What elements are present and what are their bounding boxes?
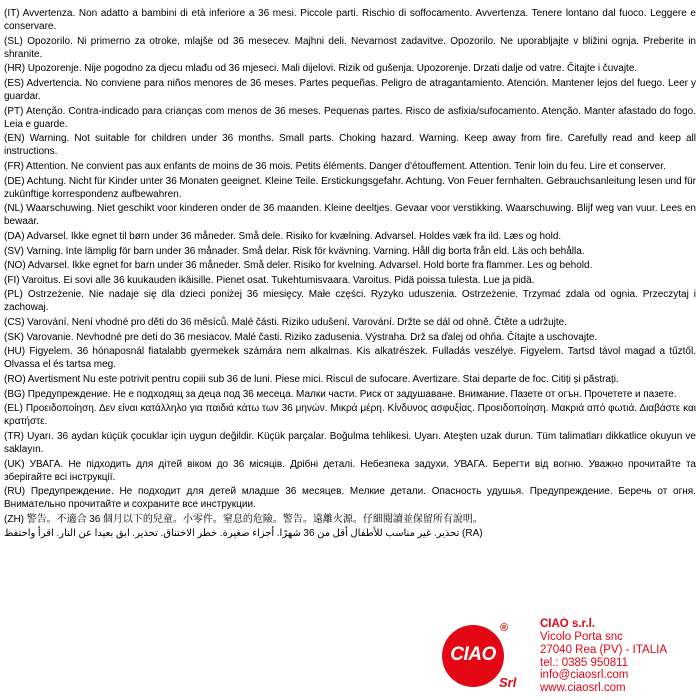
warning-text: Atenção. Contra-indicado para crianças com menos de 36 meses. Pequenas partes. Risco de asfixia/sufocamento. Atenção. Manter afastado do fogo. Leia e guarde. xyxy=(4,105,697,130)
language-code: (ES) xyxy=(4,77,24,89)
warning-text: Предупреждение. Не подходит для детей младше 36 месяцев. Мелкие детали. Опасность удушья. Предупреждение. Беречь от огня. Внимательно прочитайте и сохраните все инструкции. xyxy=(4,486,696,511)
warning-text: Προειδοποίηση. Δεν είναι κατάλληλο για παιδιά κάτω των 36 μηνών. Μικρά μέρη. Κίνδυνος ασφυξίας. Προειδοποίηση. Μακριά από φωτιά. Διαβάστε και κρατήστε. xyxy=(4,403,696,428)
language-code: (UK) xyxy=(4,458,25,470)
warning-paragraph xyxy=(4,513,696,526)
warning-text: Avvertenza. Non adatto a bambini di età inferiore a 36 mesi. Piccole parti. Rischio di soffocamento. Avvertenza. Tenere lontano dal fuoco. Leggere e conservare. xyxy=(4,8,696,33)
company-address-line: 27040 Rea (PV) - ITALIA xyxy=(540,643,667,656)
warning-text: Advarsel. Ikke egnet til børn under 36 måneder. Små dele. Risiko for kvælning. Advarsel. Holdes væk fra ild. Læs og hold. xyxy=(26,231,562,242)
warning-text: Avertisment Nu este potrivit pentru copiii sub 36 de luni. Piese mici. Riscul de sufocare. Avertizare. Stai departe de foc. Citiți și păstrați. xyxy=(27,373,619,385)
language-code: (EL) xyxy=(4,403,23,415)
warning-paragraph xyxy=(4,402,696,428)
warning-paragraph xyxy=(4,288,696,314)
warning-paragraph xyxy=(4,485,696,511)
warning-paragraph xyxy=(4,62,696,75)
warning-paragraph xyxy=(4,316,696,329)
language-code: (IT) xyxy=(4,8,20,19)
warning-paragraph xyxy=(4,132,696,158)
language-code: (HR) xyxy=(4,63,26,75)
warning-paragraph xyxy=(4,458,696,484)
language-code: (HU) xyxy=(4,346,26,358)
warning-text: Attention. Ne convient pas aux enfants de moins de 36 mois. Petits éléments. Danger d'étouffement. Attention. Tenir loin du feu. Lire et conserver. xyxy=(26,161,666,173)
language-code: (NL) xyxy=(4,203,24,215)
warning-text: Advertencia. No conviene para niños menores de 36 meses. Partes pequeñas. Peligro de atragantamiento. Atención. Mantener lejos del fuego. Leer y guardar. xyxy=(4,77,696,103)
language-code: (RU) xyxy=(4,486,26,498)
language-code: (SK) xyxy=(4,331,24,343)
warning-text: Varoitus. Ei sovi alle 36 kuukauden ikäisille. Pienet osat. Tukehtumisvaara. Varoitus. Pidä poissa tulesta. Lue ja pidä. xyxy=(22,274,535,286)
company-address-line: info@ciaosrl.com xyxy=(540,669,629,682)
ciao-logo-text: CIAO xyxy=(450,643,496,665)
language-code: (RA) xyxy=(462,528,483,540)
company-address-line: www.ciaosrl.com xyxy=(540,682,626,695)
warning-paragraph xyxy=(4,230,696,243)
language-code: (FI) xyxy=(4,274,20,286)
company-address-line: Vicolo Porta snc xyxy=(540,631,623,644)
warning-paragraph xyxy=(4,105,696,131)
language-code: (BG) xyxy=(4,388,26,400)
warning-text: Achtung. Nicht für Kinder unter 36 Monaten geeignet. Kleine Teile. Erstickungsgefahr. Achtung. Von Feuer fernhalten. Gebrauchsanleitung lesen und für zukünftige korrespondenz aufbewahren. xyxy=(4,175,696,200)
warning-text: Предупреждение. Не е подходящ за деца под 36 месеца. Малки части. Риск от задушаване. Внимание. Пазете от огън. Прочетете и пазете. xyxy=(27,388,677,400)
warning-text: 警告。不適合 36 個月以下的兒童。小零件。窒息的危險。警告。遠離火源。仔細閱讀並保留所有說明。 xyxy=(26,513,483,525)
company-info xyxy=(540,618,690,695)
company-address-line: tel.: 0385 950811 xyxy=(540,656,629,669)
registered-trademark-icon: ® xyxy=(500,621,509,634)
language-code: (TR) xyxy=(4,430,24,442)
language-code: (DA) xyxy=(4,231,25,242)
language-code: (FR) xyxy=(4,161,24,173)
warning-text: Advarsel. Ikke egnet for barn under 36 måneder. Små deler. Risiko for kvelning. Advarsel. Hold borte fra flammer. Les og behold. xyxy=(27,260,593,272)
ciao-logo-circle xyxy=(442,625,504,687)
language-code: (EN) xyxy=(4,133,25,145)
warning-text: تحذير. غير مناسب للأطفال أقل من 36 شهرًا. أجزاء صغيرة. خطر الاختناق. تحذير. ابق بعيدا عن النار. اقرأ واحتفظ xyxy=(4,528,460,540)
warning-paragraph xyxy=(4,7,696,33)
warning-paragraph xyxy=(4,77,696,103)
warning-paragraph xyxy=(4,331,696,344)
language-code: (DE) xyxy=(4,175,25,187)
warning-paragraph xyxy=(4,160,696,173)
language-code: (PT) xyxy=(4,105,24,117)
warning-text: Opozorilo. Ni primerno za otroke, mlajše od 36 mesecev. Majhni deli. Nevarnost zadavitve. Opozorilo. Ne uporabljajte v bližini ognja. Preberite in shranite. xyxy=(4,35,696,60)
warnings-list xyxy=(4,7,696,541)
warning-paragraph xyxy=(4,373,696,386)
warning-text: Figyelem. 36 hónaposnál fiatalabb gyermekek számára nem alkalmas. Kis alkatrészek. Fulladás veszélye. Figyelem. Tartsd távol magad a tűztől. Olvassa el és tartsa meg. xyxy=(4,346,696,371)
warning-text: Ostrzeżenie. Nie nadaje się dla dzieci poniżej 36 miesięcy. Małe części. Ryzyko uduszenia. Ostrzeżenie. Trzymać zdala od ognia. Przeczytaj i zachowaj. xyxy=(4,289,696,314)
warning-text: Warning. Not suitable for children under 36 months. Small parts. Choking hazard. Warning. Keep away from fire. Carefully read and keep all instructions. xyxy=(4,133,696,158)
warning-text: Varning. Inte lämplig för barn under 36 månader. Små delar. Risk för kvävning. Varning. Håll dig borta från eld. Läs och behålla. xyxy=(26,245,585,257)
warning-text: Varování. Není vhodné pro děti do 36 měsíců. Malé části. Riziko udušení. Varování. Držte se dál od ohně. Čtěte a udržujte. xyxy=(27,317,567,329)
warning-text: Varovanie. Nevhodné pre deti do 36 mesiacov. Malé časti. Riziko zadusenia. Výstraha. Drž sa ďalej od ohňa. Čítajte a uschovajte. xyxy=(26,331,598,343)
warning-paragraph xyxy=(4,430,696,456)
warning-text: УВАГА. Не підходить для дітей віком до 36 місяців. Дрібні деталі. Небезпека задухи. УВАГА. Берегти від вогню. Уважно прочитайте та зберігайте всі інструкції. xyxy=(4,458,696,483)
warning-paragraph xyxy=(4,245,696,258)
warning-paragraph xyxy=(4,345,696,371)
ciao-logo-suffix: Srl xyxy=(499,674,517,690)
warning-paragraph xyxy=(4,35,696,61)
language-code: (CS) xyxy=(4,317,25,329)
language-code: (NO) xyxy=(4,260,26,272)
warning-paragraph xyxy=(4,202,696,228)
warning-paragraph xyxy=(4,274,696,287)
language-code: (ZH) xyxy=(4,513,24,525)
warning-text: Uyarı. 36 aydan küçük çocuklar için uygun değildir. Küçük parçalar. Boğulma tehlikesi. Uyarı. Ateşten uzak durun. Tüm talimatları dikkatlice okuyun ve saklayın. xyxy=(4,430,696,455)
warning-paragraph xyxy=(4,175,696,201)
warning-paragraph xyxy=(4,388,696,401)
language-code: (RO) xyxy=(4,373,26,385)
warning-paragraph xyxy=(4,527,696,540)
language-code: (SL) xyxy=(4,35,23,47)
warning-text: Upozorenje. Nije pogodno za djecu mlađu od 36 mjeseci. Mali dijelovi. Rizik od gušenja. Upozorenje. Drzati dalje od vatre. Čitajte i čuvajte. xyxy=(27,63,638,75)
warning-text: Waarschuwing. Niet geschikt voor kinderen onder de 36 maanden. Kleine deeltjes. Gevaar voor verstikking. Waarschuwing. Blijf weg van vuur. Lees en bewaar. xyxy=(4,203,696,228)
company-footer xyxy=(442,618,690,695)
ciao-logo xyxy=(442,621,522,690)
language-code: (SV) xyxy=(4,245,24,257)
language-code: (PL) xyxy=(4,289,23,301)
company-name: CIAO s.r.l. xyxy=(540,618,595,631)
warning-paragraph xyxy=(4,259,696,272)
